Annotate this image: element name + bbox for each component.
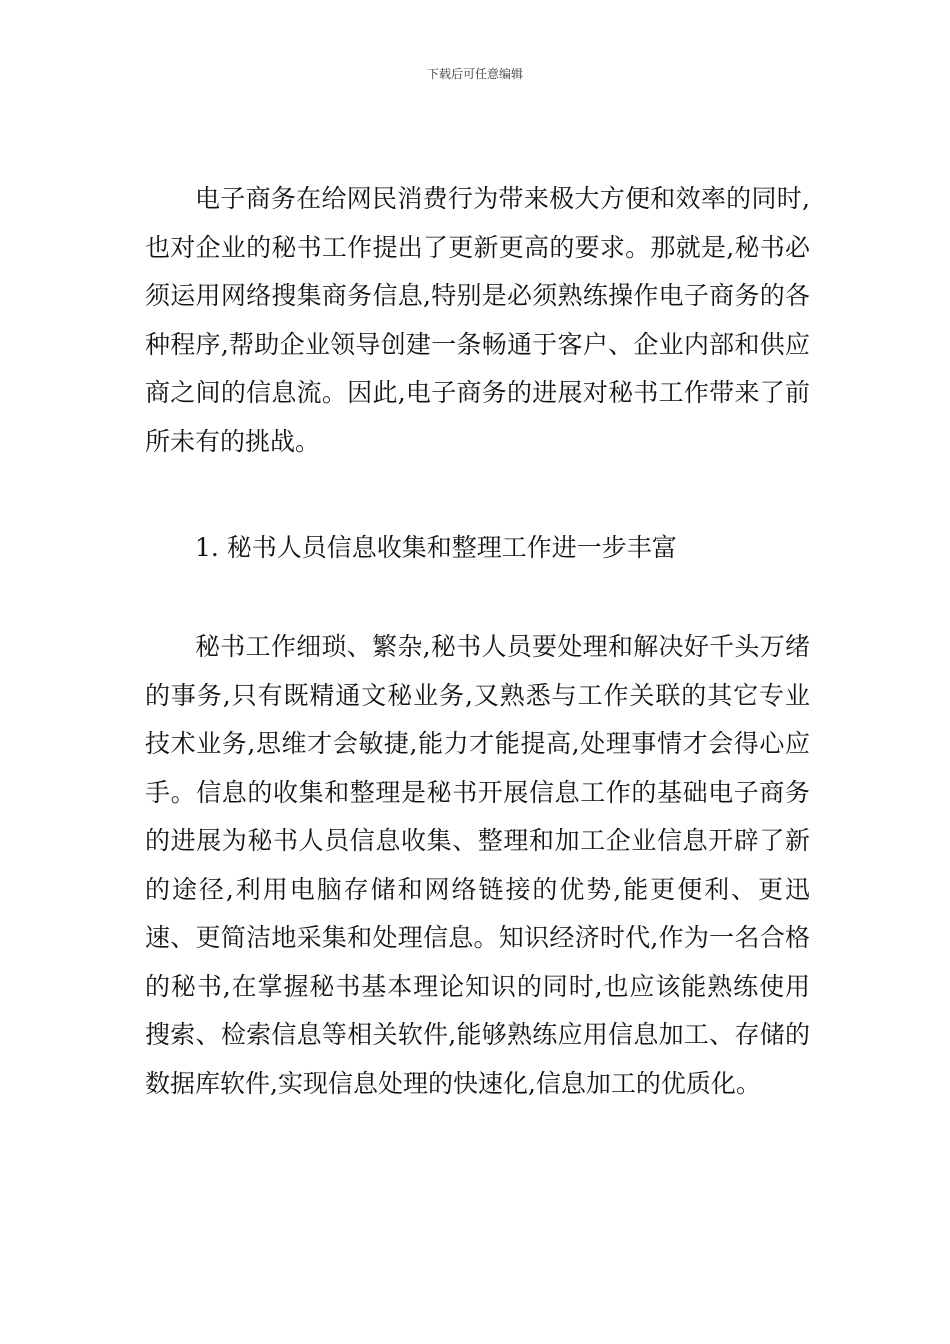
body-paragraph: 电子商务在给网民消费行为带来极大方便和效率的同时,也对企业的秘书工作提出了更新更高的要求。那就是,秘书必须运用网络搜集商务信息,特别是必须熟练操作电子商务的各种程序,帮助企业领导创建一条畅通于客户、企业内部和供应商之间的信息流。因此,电子商务的进展对秘书工作带来了前所未有的挑战。 [145, 184, 810, 456]
body-paragraph: 秘书工作细琐、繁杂,秘书人员要处理和解决好千头万绪的事务,只有既精通文秘业务,又熟悉与工作关联的其它专业技术业务,思维才会敏捷,能力才能提高,处理事情才会得心应手。信息的收集和整理是秘书开展信息工作的基础电子商务的进展为秘书人员信息收集、整理和加工企业信息开辟了新的途径,利用电脑存储和网络链接的优势,能更便利、更迅速、更简洁地采集和处理信息。知识经济时代,作为一名合格的秘书,在掌握秘书基本理论知识的同时,也应该能熟练使用搜索、检索信息等相关软件,能够熟练应用信息加工、存储的数据库软件,实现信息处理的快速化,信息加工的优质化。 [145, 632, 810, 1098]
section-heading: 1. 秘书人员信息收集和整理工作进一步丰富 [195, 533, 677, 562]
page-header-note: 下载后可任意编辑 [426, 67, 523, 81]
